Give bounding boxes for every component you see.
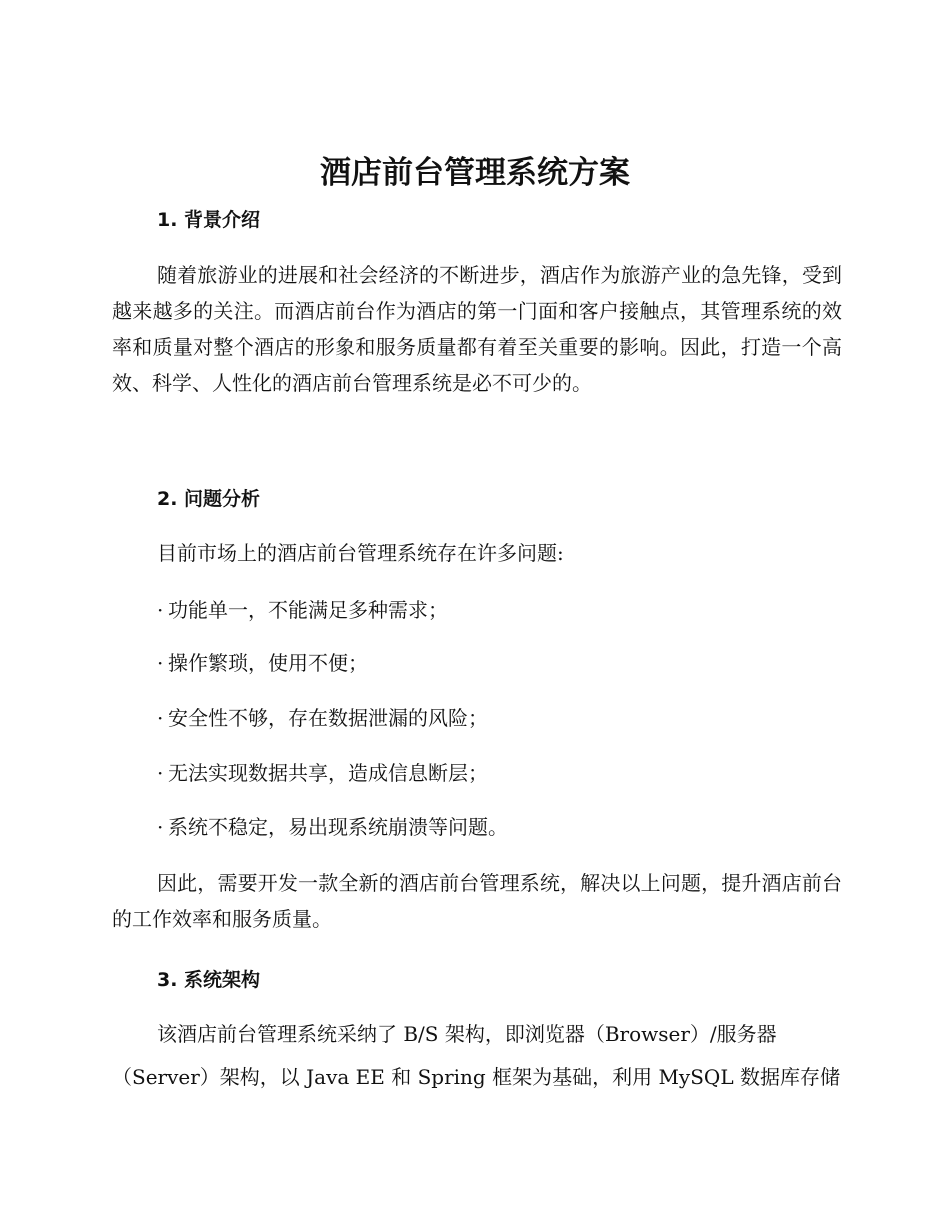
problem-bullet: [157, 648, 368, 678]
section-heading-background: 1. 背景介绍: [157, 209, 261, 231]
bullet-mark: ·: [157, 761, 164, 785]
problem-intro: 目前市场上的酒店前台管理系统存在许多问题:: [157, 541, 564, 565]
problem-conclusion: 因此，需要开发一款全新的酒店前台管理系统，解决以上问题，提升酒店前台的工作效率和服务质量。: [112, 871, 842, 931]
problem-bullet: [157, 595, 448, 625]
bullet-mark: ·: [157, 706, 164, 730]
bullet-text: 无法实现数据共享，造成信息断层；: [168, 761, 488, 785]
document-title: 酒店前台管理系统方案: [320, 155, 630, 191]
problem-bullet: [157, 812, 508, 842]
bullet-text: 安全性不够，存在数据泄漏的风险；: [168, 706, 488, 730]
bullet-text: 功能单一，不能满足多种需求；: [168, 598, 448, 622]
background-paragraph: 随着旅游业的进展和社会经济的不断进步，酒店作为旅游产业的急先锋，受到越来越多的关注。而酒店前台作为酒店的第一门面和客户接触点，其管理系统的效率和质量对整个酒店的形象和服务质量都有着至关重要的影响。因此，打造一个高效、科学、人性化的酒店前台管理系统是必不可少的。: [112, 263, 842, 395]
section-heading-system-architecture: 3. 系统架构: [157, 969, 261, 991]
architecture-line: 该酒店前台管理系统采纳了 B/S 架构，即浏览器（Browser）/服务器: [157, 1022, 777, 1046]
problem-bullet: [157, 758, 488, 788]
architecture-line: （Server）架构，以 Java EE 和 Spring 框架为基础，利用 MySQL 数据库存储: [112, 1065, 840, 1089]
problem-bullet: [157, 703, 488, 733]
bullet-mark: ·: [157, 651, 164, 675]
bullet-mark: ·: [157, 815, 164, 839]
section-heading-problem-analysis: 2. 问题分析: [157, 488, 261, 510]
bullet-mark: ·: [157, 598, 164, 622]
bullet-text: 系统不稳定，易出现系统崩溃等问题。: [168, 815, 508, 839]
bullet-text: 操作繁琐，使用不便；: [168, 651, 368, 675]
